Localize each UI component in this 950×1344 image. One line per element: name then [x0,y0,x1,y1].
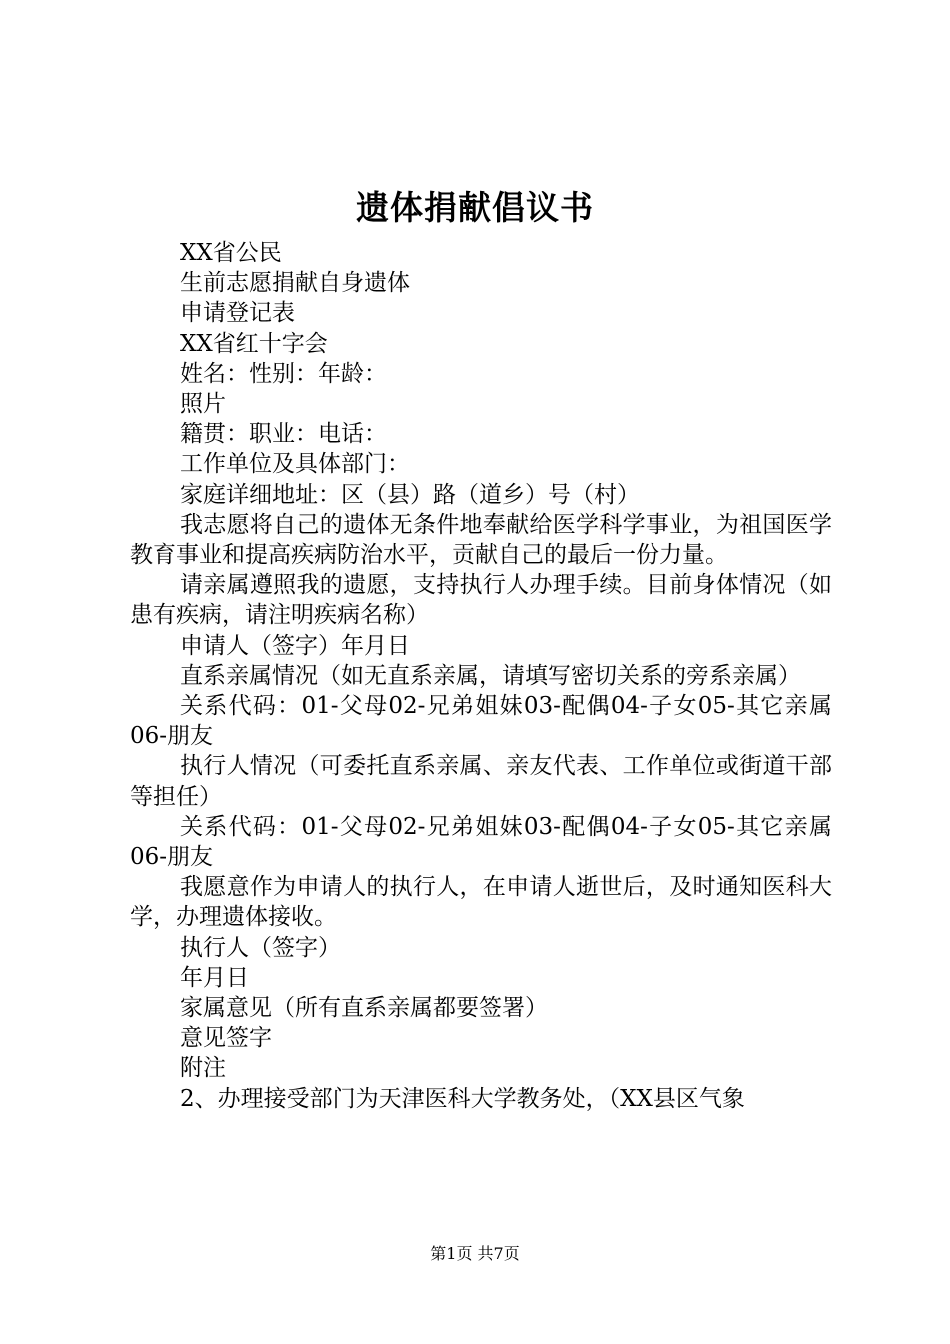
paragraph: 请亲属遵照我的遗愿，支持执行人办理手续。目前身体情况（如患有疾病，请注明疾病名称） [130,572,832,629]
text-line: 家庭详细地址：区（县）路（道乡）号（村） [180,481,640,508]
paragraph: 执行人情况（可委托直系亲属、亲友代表、工作单位或街道干部等担任） [130,753,832,810]
text-line: XX省红十字会 [180,330,328,357]
text-line: 姓名：性别：年龄： [180,360,387,387]
text-line: 2、办理接受部门为天津医科大学教务处，（XX县区气象 [180,1085,745,1112]
document-title: 遗体捐献倡议书 [356,188,594,227]
paragraph: 我志愿将自己的遗体无条件地奉献给医学科学事业，为祖国医学教育事业和提高疾病防治水平，贡献自己的最后一份力量。 [130,511,832,569]
paragraph: 关系代码：01-父母02-兄弟姐妹03-配偶04-子女05-其它亲属06-朋友 [130,693,832,750]
text-line: 照片 [180,391,226,418]
text-line: 执行人（签字） [180,934,341,961]
page-footer: 第1页 共7页 [430,1244,520,1263]
text-line: 家属意见（所有直系亲属都要签署） [180,995,548,1022]
paragraph: 关系代码：01-父母02-兄弟姐妹03-配偶04-子女05-其它亲属06-朋友 [130,813,832,871]
paragraph: 直系亲属情况（如无直系亲属，请填写密切关系的旁系亲属） [180,662,801,689]
text-line: 申请登记表 [180,300,295,327]
text-line: 申请人（签字）年月日 [180,632,410,659]
paragraph: 我愿意作为申请人的执行人，在申请人逝世后，及时通知医科大学，办理遗体接收。 [130,874,832,931]
text-line: 意见签字 [180,1025,272,1052]
text-line: 籍贯：职业：电话： [180,421,387,448]
text-line: 年月日 [180,964,249,991]
text-line: 附注 [180,1055,226,1082]
text-line: XX省公民 [180,240,282,266]
document-body [130,238,832,1114]
text-line: 生前志愿捐献自身遗体 [180,270,410,297]
text-line: 工作单位及具体部门： [180,451,410,478]
